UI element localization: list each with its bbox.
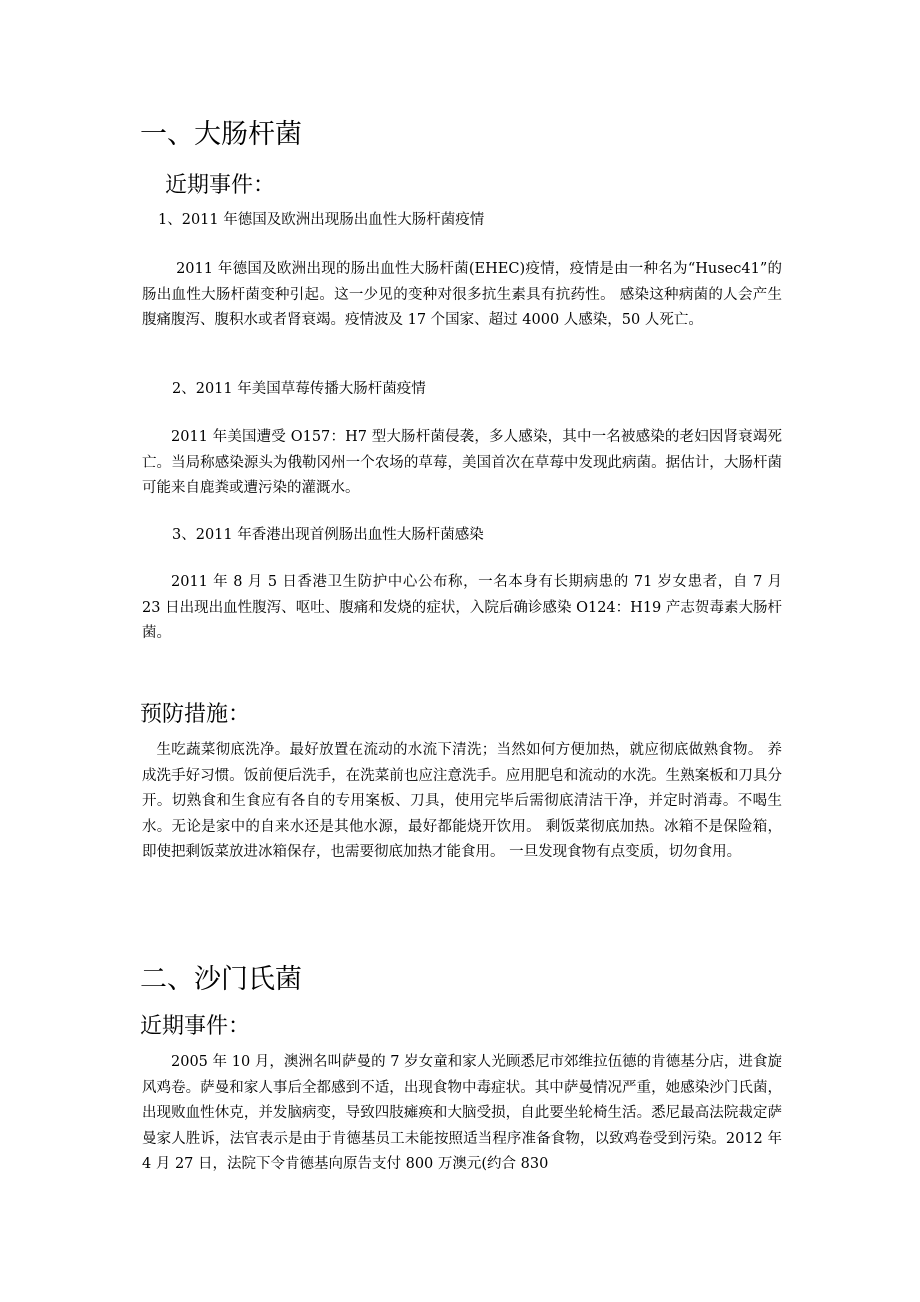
section2-title: 二、沙门氏菌	[140, 964, 302, 995]
event1-body: 2011 年德国及欧洲出现的肠出血性大肠杆菌(EHEC)疫情，疫情是由一种名为“Husec41”的肠出血性大肠杆菌变种引起。这一少见的变种对很多抗生素具有抗药性。 感染这种病菌的人会产生腹痛腹泻、腹积水或者肾衰竭。疫情波及 17 个国家、超过 4000 人感染，50 人死亡。	[142, 261, 782, 328]
section2-body: 2005 年 10 月，澳洲名叫萨曼的 7 岁女童和家人光顾悉尼市郊维拉伍德的肯德基分店，进食旋风鸡卷。萨曼和家人事后全都感到不适，出现食物中毒症状。其中萨曼情况严重，她感染沙门氏菌，出现败血性休克，并发脑病变，导致四肢瘫痪和大脑受损，自此要坐轮椅生活。悉尼最高法院裁定萨曼家人胜诉，法官表示是由于肯德基员工未能按照适当程序准备食物，以致鸡卷受到污染。2012 年 4 月 27 日，法院下令肯德基向原告支付 800 万澳元(约合 830	[142, 1054, 782, 1172]
event2-body: 2011 年美国遭受 O157：H7 型大肠杆菌侵袭，多人感染，其中一名被感染的老妇因肾衰竭死亡。当局称感染源头为俄勒冈州一个农场的草莓，美国首次在草莓中发现此病菌。据估计，大肠杆菌可能来自鹿粪或遭污染的灌溉水。	[142, 429, 782, 496]
section2-events-heading: 近期事件：	[140, 1014, 251, 1039]
prevention-heading: 预防措施：	[140, 702, 251, 727]
section1-title: 一、大肠杆菌	[140, 119, 302, 150]
event3-body: 2011 年 8 月 5 日香港卫生防护中心公布称，一名本身有长期病患的 71 岁女患者，自 7 月 23 日出现出血性腹泻、呕吐、腹痛和发烧的症状，入院后确诊感染 O124：H19 产志贺毒素大肠杆菌。	[142, 574, 782, 641]
event2-title: 2、2011 年美国草莓传播大肠杆菌疫情	[172, 381, 426, 397]
section1-events-heading: 近期事件：	[165, 173, 276, 198]
prevention-body: 生吃蔬菜彻底洗净。最好放置在流动的水流下清洗；当然如何方便加热，就应彻底做熟食物。 养成洗手好习惯。饭前便后洗手，在洗菜前也应注意洗手。应用肥皂和流动的水洗。生熟案板和刀具分开。切熟食和生食应有各自的专用案板、刀具，使用完毕后需彻底清洁干净，并定时消毒。不喝生水。无论是家中的自来水还是其他水源，最好都能烧开饮用。 剩饭菜彻底加热。冰箱不是保险箱，即使把剩饭菜放进冰箱保存，也需要彻底加热才能食用。 一旦发现食物有点变质，切勿食用。	[142, 742, 782, 860]
event3-title: 3、2011 年香港出现首例肠出血性大肠杆菌感染	[172, 527, 484, 543]
event1-title: 1、2011 年德国及欧洲出现肠出血性大肠杆菌疫情	[158, 212, 485, 228]
